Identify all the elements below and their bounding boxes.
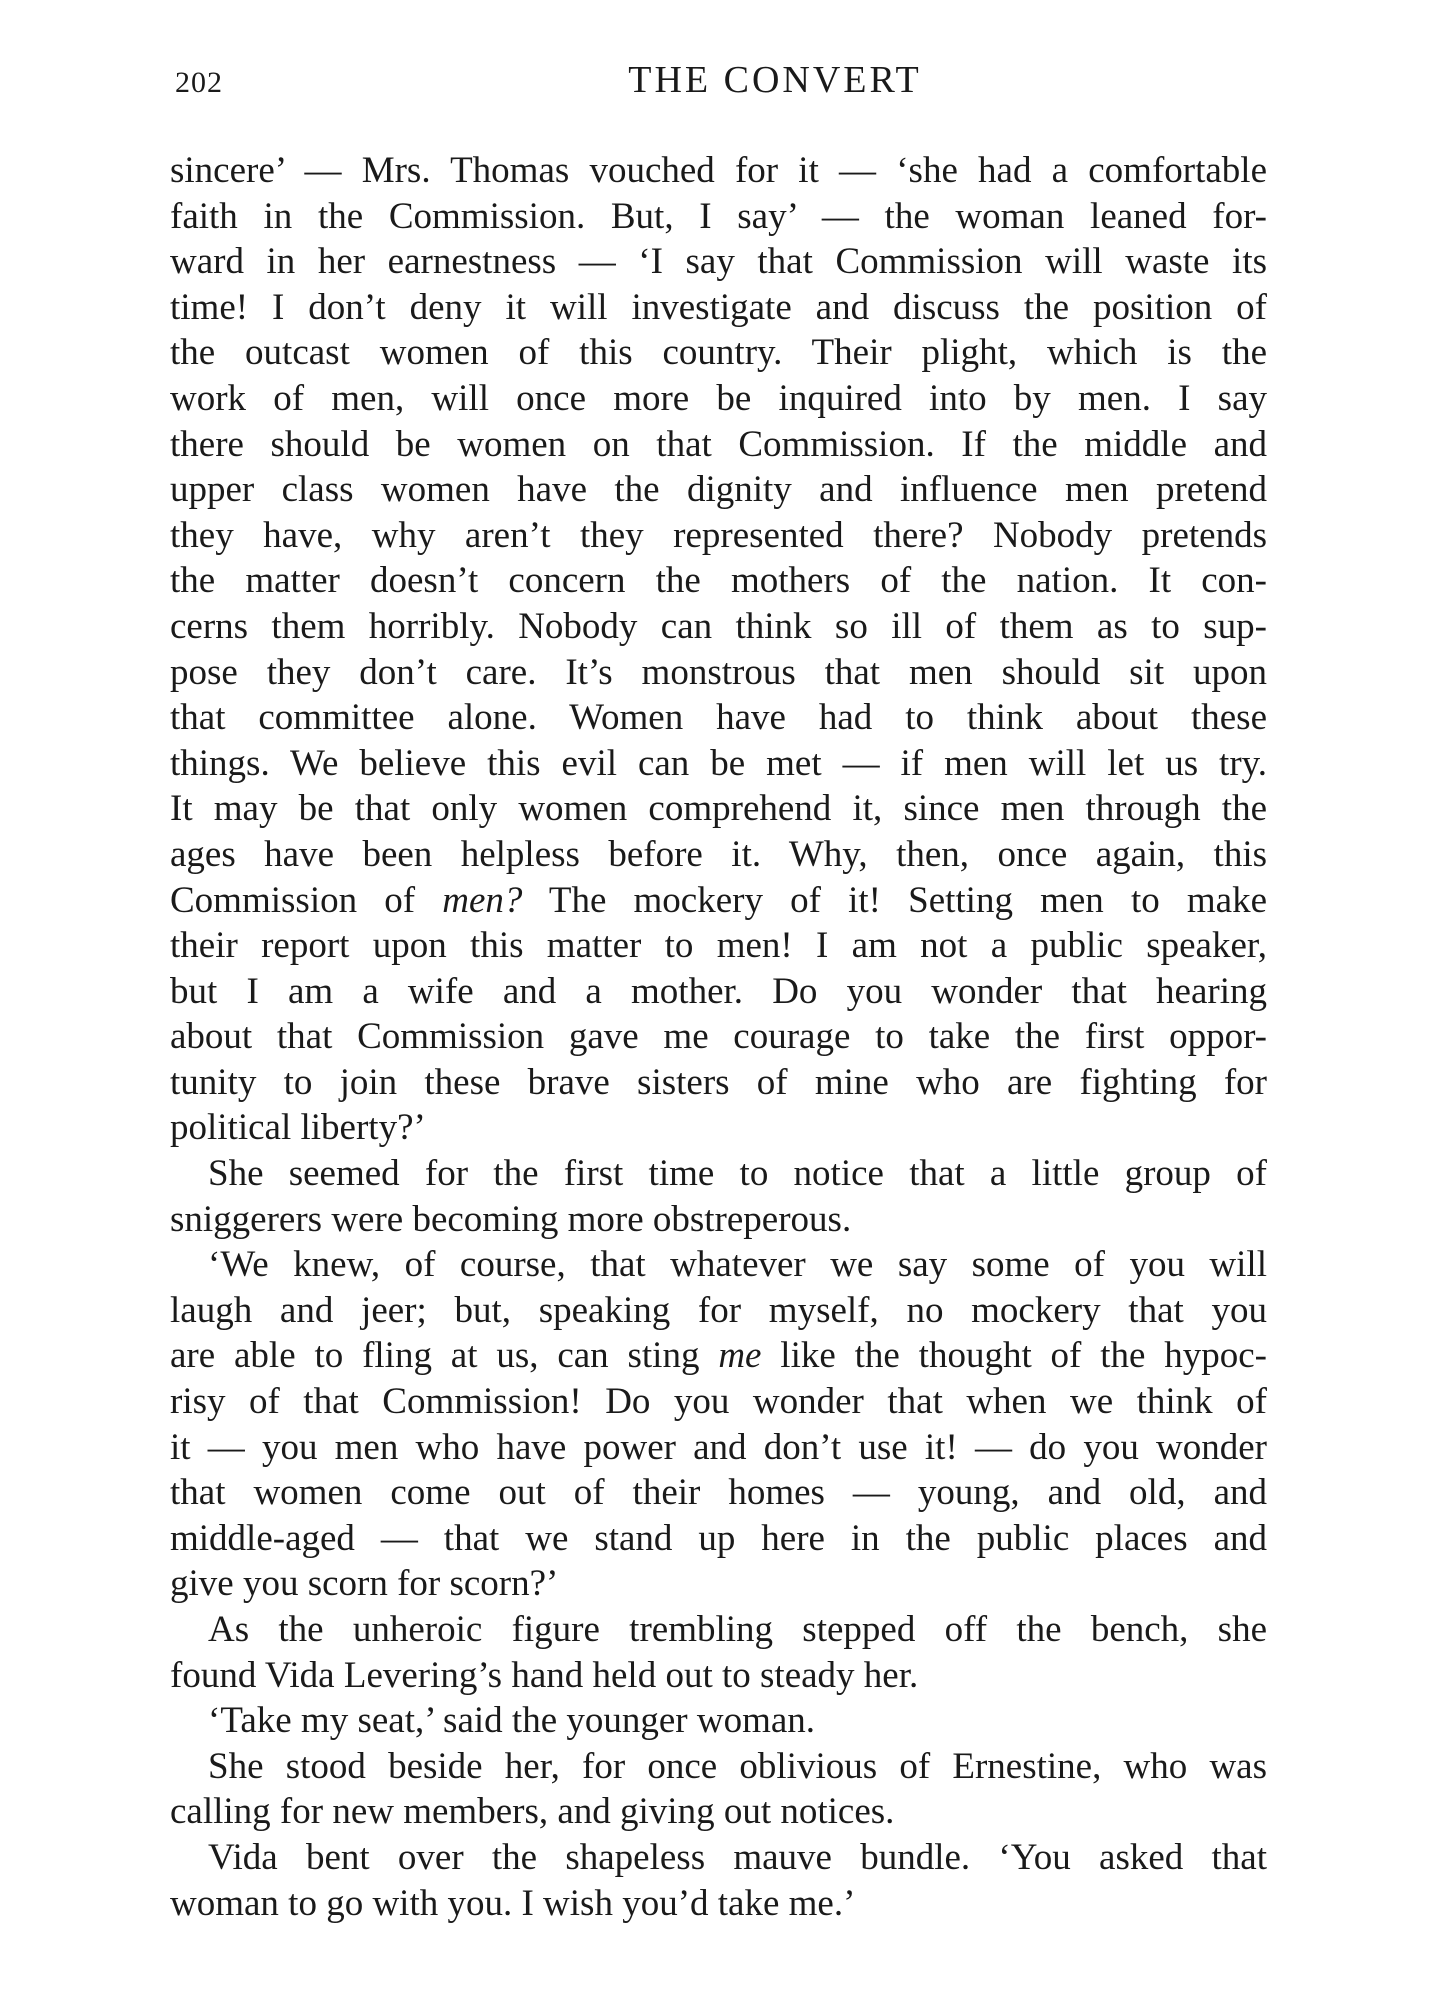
text-line: sincere’ — Mrs. Thomas vouched for it — ‘she had a comfortable <box>170 150 1267 191</box>
text-line: but I am a wife and a mother. Do you wonder that hearing <box>170 970 1267 1012</box>
text-line: risy of that Commission! Do you wonder that when we think of <box>170 1381 1267 1423</box>
italic-emphasis: me <box>718 1335 762 1377</box>
text-line: She stood beside her, for once oblivious of Ernestine, who was <box>208 1745 1267 1787</box>
text-line: ‘We knew, of course, that whatever we say some of you will <box>208 1244 1267 1286</box>
text-line: time! I don’t deny it will investigate and discuss the position of <box>170 286 1267 328</box>
text-line: political liberty?’ <box>170 1107 426 1149</box>
text-line: tunity to join these brave sisters of mine who are fighting for <box>170 1061 1267 1103</box>
text-line: It may be that only women comprehend it, since men through the <box>170 788 1267 830</box>
text-line: upper class women have the dignity and influence men pretend <box>170 469 1267 511</box>
italic-emphasis: men? <box>442 879 523 921</box>
text-line: found Vida Levering’s hand held out to steady her. <box>170 1654 919 1696</box>
text-line: they have, why aren’t they represented there? Nobody pretends <box>170 514 1267 556</box>
text-line: that committee alone. Women have had to think about these <box>170 697 1267 739</box>
text-segment: are able to fling at us, can sting <box>170 1335 719 1377</box>
text-line: laugh and jeer; but, speaking for myself, no mockery that you <box>170 1289 1267 1331</box>
text-line: things. We believe this evil can be met — if men will let us try. <box>170 742 1267 784</box>
text-line: ages have been helpless before it. Why, then, once again, this <box>170 833 1267 875</box>
text-segment: The mockery of it! Setting men to make <box>522 879 1267 921</box>
text-line: middle-aged — that we stand up here in the public places and <box>170 1517 1267 1559</box>
text-line: woman to go with you. I wish you’d take me.’ <box>170 1882 856 1924</box>
text-line: the outcast women of this country. Their plight, which is the <box>170 332 1267 374</box>
page-number: 202 <box>175 66 223 99</box>
text-line: the matter doesn’t concern the mothers of the nation. It con- <box>170 560 1267 602</box>
text-line: cerns them horribly. Nobody can think so ill of them as to sup- <box>170 605 1267 647</box>
text-line: Vida bent over the shapeless mauve bundle. ‘You asked that <box>208 1836 1267 1878</box>
text-line: their report upon this matter to men! I am not a public speaker, <box>170 925 1267 967</box>
text-line: As the unheroic figure trembling stepped off the bench, she <box>208 1609 1267 1650</box>
text-line: She seemed for the first time to notice that a little group of <box>208 1153 1267 1195</box>
text-segment: like the thought of the hypoc- <box>761 1335 1268 1377</box>
text-line: pose they don’t care. It’s monstrous that men should sit upon <box>170 651 1267 693</box>
text-line: there should be women on that Commission. If the middle and <box>170 423 1267 465</box>
text-line: about that Commission gave me courage to take the first oppor- <box>170 1016 1267 1058</box>
text-line: work of men, will once more be inquired into by men. I say <box>170 377 1267 419</box>
text-line <box>170 878 1267 924</box>
text-line: calling for new members, and giving out notices. <box>170 1791 895 1833</box>
body-text <box>170 148 1267 1926</box>
text-line: ward in her earnestness — ‘I say that Commission will waste its <box>170 241 1267 283</box>
text-line: faith in the Commission. But, I say’ — the woman leaned for- <box>170 195 1267 237</box>
running-title: THE CONVERT <box>628 59 922 101</box>
text-line: sniggerers were becoming more obstreperous. <box>170 1198 852 1240</box>
text-segment: Commission of <box>170 879 443 921</box>
text-line: ‘Take my seat,’ said the younger woman. <box>208 1700 816 1742</box>
text-line: it — you men who have power and don’t use it! — do you wonder <box>170 1426 1267 1468</box>
text-line: give you scorn for scorn?’ <box>170 1563 559 1605</box>
text-line: that women come out of their homes — young, and old, and <box>170 1472 1267 1514</box>
text-line <box>170 1333 1267 1379</box>
